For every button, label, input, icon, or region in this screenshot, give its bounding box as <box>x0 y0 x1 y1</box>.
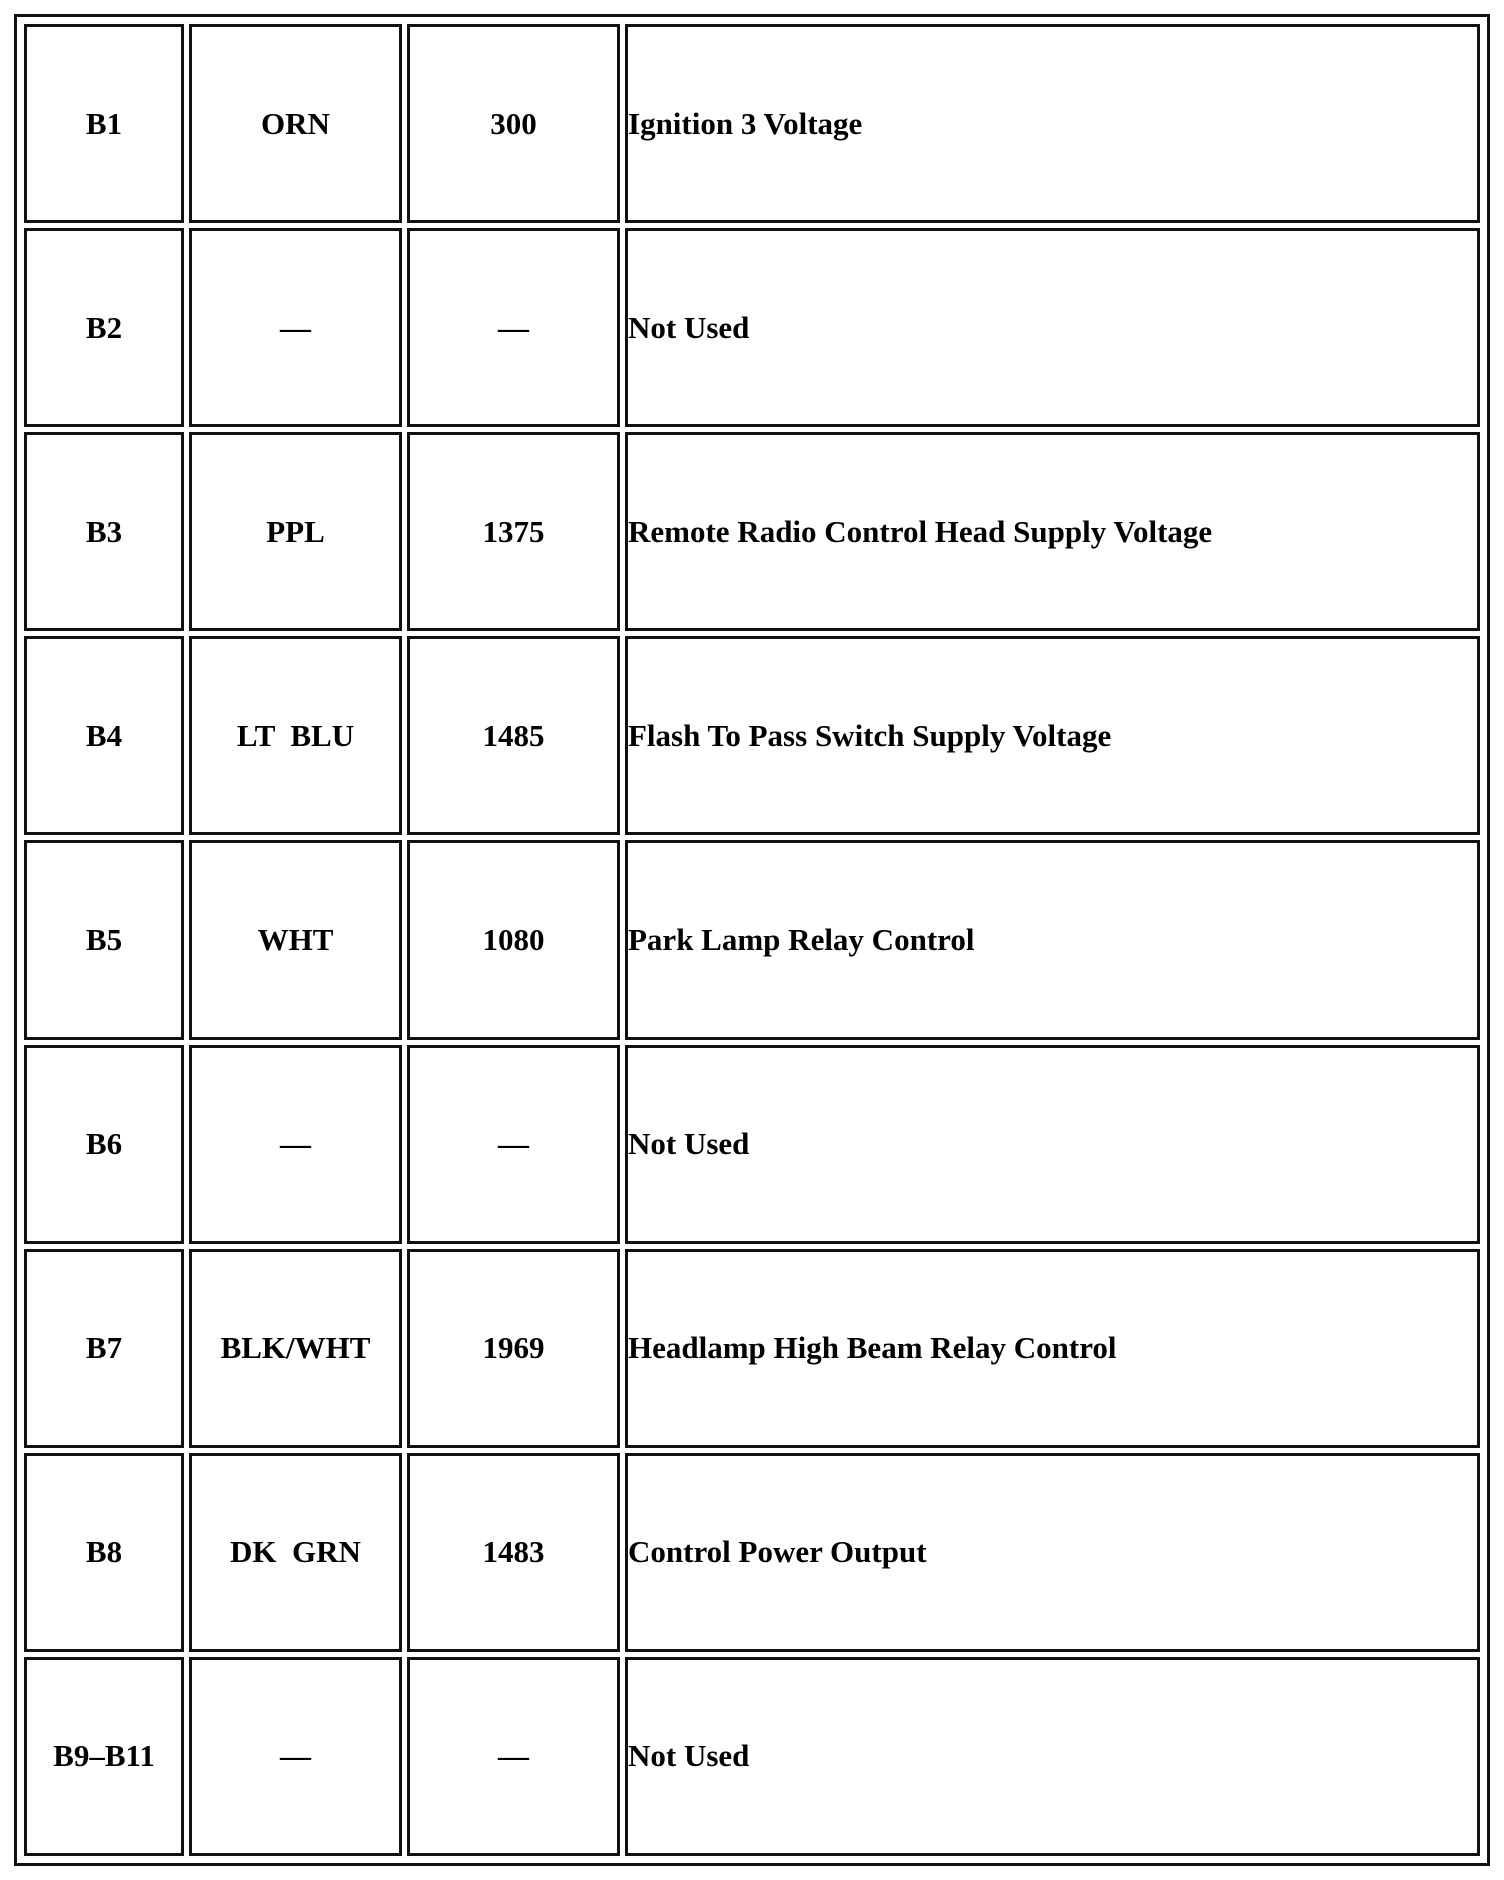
circuit-cell: — <box>407 1657 620 1856</box>
pin-cell: B8 <box>24 1453 184 1652</box>
function-cell: Flash To Pass Switch Supply Voltage <box>625 636 1480 835</box>
pin-cell: B4 <box>24 636 184 835</box>
table-row <box>24 1249 1480 1448</box>
circuit-cell: 1080 <box>407 840 620 1039</box>
circuit-cell: 1485 <box>407 636 620 835</box>
pin-cell: B3 <box>24 432 184 631</box>
pin-cell: B9–B11 <box>24 1657 184 1856</box>
circuit-cell: 1483 <box>407 1453 620 1652</box>
pin-cell: B5 <box>24 840 184 1039</box>
function-cell: Ignition 3 Voltage <box>625 24 1480 223</box>
pin-cell: B1 <box>24 24 184 223</box>
wire-color-cell: — <box>189 1657 402 1856</box>
wire-color-cell: WHT <box>189 840 402 1039</box>
function-cell: Control Power Output <box>625 1453 1480 1652</box>
pin-cell: B6 <box>24 1045 184 1244</box>
wire-color-cell: ORN <box>189 24 402 223</box>
circuit-cell: — <box>407 228 620 427</box>
connector-pinout-table <box>19 19 1485 1861</box>
circuit-cell: 1969 <box>407 1249 620 1448</box>
wire-color-cell: PPL <box>189 432 402 631</box>
function-cell: Park Lamp Relay Control <box>625 840 1480 1039</box>
table-row <box>24 228 1480 427</box>
function-cell: Remote Radio Control Head Supply Voltage <box>625 432 1480 631</box>
wire-color-cell: BLK/WHT <box>189 1249 402 1448</box>
table-row <box>24 840 1480 1039</box>
table-row <box>24 1657 1480 1856</box>
function-cell: Not Used <box>625 1657 1480 1856</box>
function-cell: Headlamp High Beam Relay Control <box>625 1249 1480 1448</box>
function-cell: Not Used <box>625 1045 1480 1244</box>
table-row <box>24 1045 1480 1244</box>
table-row <box>24 636 1480 835</box>
wire-color-cell: — <box>189 228 402 427</box>
wire-color-cell: DK GRN <box>189 1453 402 1652</box>
pin-cell: B2 <box>24 228 184 427</box>
wire-color-cell: — <box>189 1045 402 1244</box>
wire-color-cell: LT BLU <box>189 636 402 835</box>
table-row <box>24 1453 1480 1652</box>
function-cell: Not Used <box>625 228 1480 427</box>
circuit-cell: — <box>407 1045 620 1244</box>
table-row <box>24 24 1480 223</box>
pin-cell: B7 <box>24 1249 184 1448</box>
circuit-cell: 300 <box>407 24 620 223</box>
connector-pinout-table-frame <box>14 14 1490 1866</box>
circuit-cell: 1375 <box>407 432 620 631</box>
table-row <box>24 432 1480 631</box>
